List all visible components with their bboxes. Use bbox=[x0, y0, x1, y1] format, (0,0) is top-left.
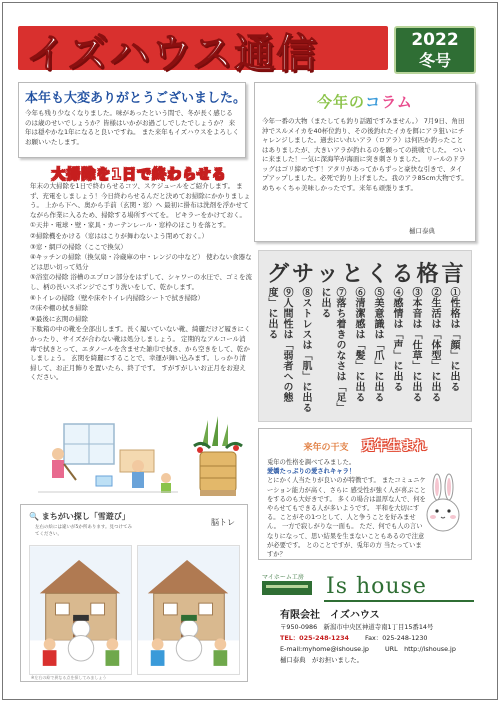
logo-text: Is house bbox=[326, 574, 427, 599]
proverb-line: ⑥清潔感は「髪」に出る bbox=[353, 287, 364, 403]
cleaning-step: ②掃除機をかける（窓ははこりが舞わないよう閉めておく。） bbox=[30, 231, 208, 240]
company-url[interactable]: URL http://ishouse.jp bbox=[385, 645, 456, 653]
newsletter-title: イズハウス通信 bbox=[26, 31, 319, 77]
proverb-line: ⑧ストレスは「肌」に出る bbox=[300, 287, 311, 413]
cleaning-outro: 下駄箱の中の靴を全部出します。長く履いていない靴、綺麗だけど履きにくかったり、サイズが合わない靴は処分しましょう。 定期的なアルコール消毒で拭きとって、エタノールを含ませた雑巾で拭き、から空きをして、乾かしましょう。 玄関を綺麗にすることで、幸運が舞い込みます。しっかり清掃して、お正月飾りを置いたら、終了です。 すがすがしいお正月をお迎えください。 bbox=[30, 325, 251, 382]
proverb-line: ③本音は「仕草」に出る bbox=[410, 287, 421, 403]
proverb-line: ⑨人間性は「弱者への態度」に出る bbox=[266, 287, 292, 403]
logo-tagline: マイホーム工房 bbox=[262, 574, 304, 581]
kadomatsu-illustration bbox=[192, 416, 244, 500]
company-fax: Fax：025-248-1230 bbox=[365, 634, 428, 642]
column-body: 今年一番の大物（またしても釣り話題ですみません。） 7月9日、角田沖でスルメイカを40杯位釣り、その後釣れたイカを餌にアラ狙いにチャレンジしました。過去にいれいアラ（ロアラ）は何匹か釣ったことはありましたが、大きいアラが釣れるのを願っての挑戦でした。 ついに来ました！一気に深海竿が海面に突き刺さりました。 リールのドラッグはゴリ締めです！アタリがあってからずっと豪快な引きで、タイプアップしました。必死で釣り上げました。我のアラ85cm大物です。 めちゃくちゃ美味しかったです。来年も頑張ります。 bbox=[262, 117, 468, 192]
thanks-body: 今年も残り少なくなりました。味があったという間で、冬が長く感じる のは歳のせいでしょうか？皆様はいかがお過ごしでしたでしょうか？ 来年は穏やかな1年になると良いですね。 また来年もイズハウスをよろしくお願いいたします。 bbox=[25, 109, 239, 146]
brain-training-label: 脳トレ bbox=[211, 518, 235, 527]
puzzle-picture-right bbox=[137, 545, 240, 675]
zodiac-body bbox=[267, 458, 427, 559]
footer-note: 樋口泰典 がお担いました。 bbox=[280, 656, 364, 664]
column-heading-part: 今年の bbox=[317, 93, 366, 111]
company-tel: TEL：025-248-1234 bbox=[280, 634, 349, 642]
column-author: 樋口泰典 bbox=[409, 227, 435, 235]
column-box bbox=[254, 82, 476, 242]
rabbit-icon bbox=[421, 473, 465, 533]
puzzle-title: 🔍 まちがい探し「雪遊び」 bbox=[29, 512, 130, 521]
cleaning-step: ④キッチンの掃除（換気扇・冷蔵庫の中・レンジの中など） 使わない食器などは思い切って処分 bbox=[30, 253, 252, 271]
proverb-line: ④感情は「声」に出る bbox=[391, 287, 402, 392]
cleaning-intro: 年末の大掃除を1日で終わらせるコツ、スケジュールをご紹介します。 まず、充電をしましょう！今日終わらせるんだと決めてお掃除にかかりましょう。 上から下へ、奥から手前（玄関・窓）へ 最初に掛布は洗剤を浮かせてながら作業に入るため、掃除する場所すべてを。 ピキラーをかけておく。 bbox=[30, 182, 251, 219]
zodiac-box bbox=[258, 428, 472, 560]
puzzle-note: 左右の絵には違いが5か所あります。見つけてみてください。 bbox=[35, 525, 133, 537]
puzzle-caption: ※左右の絵で異なる点を探してみましょう bbox=[31, 675, 107, 680]
zodiac-text: とにかく人当たりが良いのが特徴です。 またコミュニケーション能力が高く、さらに 感受性が強く人が喜ぶことをするのも大好きです。 多くの場合は温厚な人で、何をやらせてもできる人が多いようです。 平和を大切にする。ことがその1つとして、人と争うことを好みません。 一方で寂しがりな一面も。 ただ、何でも人の言いなりになって、思い結果を生まないこともあるので注意が必要です。 とのことですが、兎年の方 当たっていますか？ bbox=[267, 477, 427, 559]
company-logo bbox=[254, 572, 476, 602]
issue-badge bbox=[394, 26, 476, 74]
cleaning-title: 大掃除を1日で終わらせる bbox=[51, 167, 227, 183]
proverb-line: ⑦落ち着きのなさは「足」に出る bbox=[319, 287, 345, 413]
cleaning-step: ⑧最後に玄関の掃除 bbox=[30, 314, 88, 323]
contact-web-row bbox=[280, 644, 456, 655]
proverb-box bbox=[258, 250, 472, 422]
puzzle-box bbox=[20, 504, 248, 682]
company-info-block bbox=[254, 566, 476, 696]
zodiac-intro: 兎年の性格を調べてみました。 bbox=[267, 459, 356, 466]
logo-underline bbox=[324, 600, 474, 602]
cleaning-article bbox=[30, 182, 252, 384]
company-contact bbox=[280, 622, 456, 666]
puzzle-picture-left bbox=[29, 545, 132, 675]
column-heading-part: ラム bbox=[381, 93, 413, 111]
proverb-line: ①性格は「顔」に出る bbox=[448, 287, 459, 392]
zodiac-emphasis: 愛嬌たっぷりの愛されキャラ！ bbox=[267, 468, 356, 476]
proverb-line: ②生活は「体型」に出る bbox=[429, 287, 440, 403]
company-address: 〒950-0986 新潟市中央区神道寺南1丁目15番14号 bbox=[280, 623, 434, 631]
thanks-box bbox=[18, 82, 246, 158]
cleaning-step: ①天井・電球・壁・家具・カーテンレール・窓枠のほこりを落とす。 bbox=[30, 221, 230, 230]
company-email[interactable]: E-mail:myhome@ishouse.jp bbox=[280, 645, 369, 653]
zodiac-subheading: 来年の干支 bbox=[303, 443, 349, 453]
zodiac-heading bbox=[267, 435, 463, 454]
issue-year: 2022 bbox=[411, 30, 459, 50]
masthead bbox=[4, 4, 496, 76]
proverb-line: ⑤美意識は「爪」に出る bbox=[372, 287, 383, 403]
company-name: 有限会社 イズハウス bbox=[280, 610, 380, 621]
column-heading-part: コ bbox=[365, 93, 382, 111]
thanks-heading: 本年も大変ありがとうございました。 bbox=[25, 91, 247, 106]
house-logo-icon bbox=[262, 581, 312, 595]
cleaning-illustration bbox=[38, 420, 178, 496]
issue-season: 冬号 bbox=[418, 51, 451, 70]
zodiac-main-heading: 兎年生まれ bbox=[361, 439, 427, 454]
column-heading bbox=[262, 91, 468, 112]
cleaning-step: ⑥トイレの掃除（壁や床やトイレ内掃除シートで拭き掃除） bbox=[30, 293, 205, 302]
cleaning-step: ⑦床や棚の拭き掃除 bbox=[30, 304, 88, 313]
proverb-list bbox=[264, 287, 461, 417]
proverb-title: グサッとくる格言 bbox=[267, 261, 467, 287]
cleaning-step: ③窓・網戸の掃除（ここで換気） bbox=[30, 242, 127, 251]
cleaning-step: ⑤浴室の掃除 浴槽のエプロン部分をはずして、シャワーの水圧で、ゴミを流し、柄の長いスポンジでこすり洗いをして、乾かします。 bbox=[30, 273, 253, 291]
contact-phone-row bbox=[280, 633, 456, 644]
